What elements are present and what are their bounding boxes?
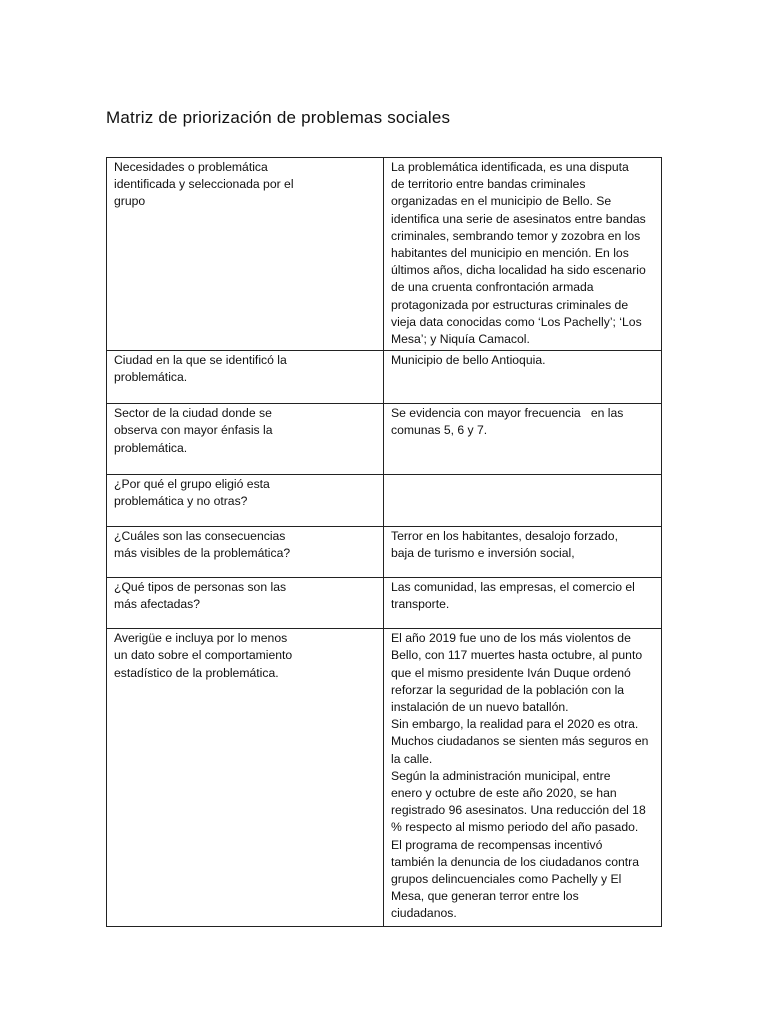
table-row xyxy=(107,351,662,404)
answer-cell: Las comunidad, las empresas, el comercio el transporte. xyxy=(384,578,662,629)
table-row xyxy=(107,475,662,527)
question-cell: ¿Cuáles son las consecuencias más visibles de la problemática? xyxy=(107,527,384,578)
answer-cell: La problemática identificada, es una disputa de territorio entre bandas criminales organizadas en el municipio de Bello. Se identifica una serie de asesinatos entre bandas criminales, sembrando temor y zozobra en los habitantes del municipio en mención. En los últimos años, dicha localidad ha sido escenario de una cruenta confrontación armada protagonizada por estructuras criminales de vieja data conocidas como ‘Los Pachelly’; ‘Los Mesa’; y Niquía Camacol. xyxy=(384,158,662,351)
answer-cell xyxy=(384,475,662,527)
table-row xyxy=(107,404,662,475)
priority-matrix-table xyxy=(106,157,662,927)
question-cell: ¿Qué tipos de personas son las más afectadas? xyxy=(107,578,384,629)
answer-cell: Se evidencia con mayor frecuencia en las comunas 5, 6 y 7. xyxy=(384,404,662,475)
table-row xyxy=(107,527,662,578)
answer-cell: Municipio de bello Antioquia. xyxy=(384,351,662,404)
question-cell: Ciudad en la que se identificó la problemática. xyxy=(107,351,384,404)
table-row xyxy=(107,158,662,351)
table-row xyxy=(107,629,662,927)
question-cell: Sector de la ciudad donde se observa con mayor énfasis la problemática. xyxy=(107,404,384,475)
answer-cell: Terror en los habitantes, desalojo forzado, baja de turismo e inversión social, xyxy=(384,527,662,578)
page-title: Matriz de priorización de problemas sociales xyxy=(106,108,451,127)
table-row xyxy=(107,578,662,629)
question-cell: Necesidades o problemática identificada y seleccionada por el grupo xyxy=(107,158,384,351)
question-cell: ¿Por qué el grupo eligió esta problemática y no otras? xyxy=(107,475,384,527)
question-cell: Averigüe e incluya por lo menos un dato sobre el comportamiento estadístico de la problemática. xyxy=(107,629,384,927)
answer-cell: El año 2019 fue uno de los más violentos de Bello, con 117 muertes hasta octubre, al punto que el mismo presidente Iván Duque ordenó reforzar la seguridad de la población con la instalación de un nuevo batallón. Sin embargo, la realidad para el 2020 es otra. Muchos ciudadanos se sienten más seguros en la calle. Según la administración municipal, entre enero y octubre de este año 2020, se han registrado 96 asesinatos. Una reducción del 18 % respecto al mismo periodo del año pasado. El programa de recompensas incentivó también la denuncia de los ciudadanos contra grupos delincuenciales como Pachelly y El Mesa, que generan terror entre los ciudadanos. xyxy=(384,629,662,927)
